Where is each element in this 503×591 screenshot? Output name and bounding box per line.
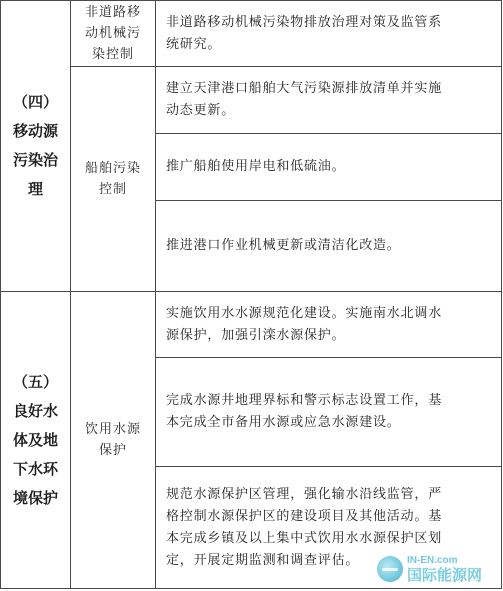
subcategory-cell-nonroad (71, 1, 155, 66)
category-text: 境保护 (12, 488, 58, 507)
category-text: （五） (12, 372, 58, 391)
subcategory-text: 饮用水源 (84, 422, 141, 437)
category-cell-water-protection (1, 292, 70, 588)
measure-text: 推进港口作业机械更新或清洁化改造。 (166, 238, 401, 253)
category-text: 良好水 (12, 401, 58, 420)
subcategory-text: 保护 (98, 443, 127, 458)
measure-text: 本完成全市备用水源或应急水源建设。 (166, 415, 401, 430)
measure-text: 实施饮用水水源规范化建设。实施南水北调水 (166, 305, 443, 321)
measure-text: 定，开展定期监测和调查评估。 (166, 552, 360, 568)
subcategory-cell-ship (71, 67, 155, 291)
table-right-border (501, 0, 502, 589)
subcategory-text: 动机械污 (84, 26, 141, 41)
measure-text: 建立天津港口船舶大气污染源排放清单并实施 (166, 81, 443, 96)
subcategory-text: 染控制 (91, 47, 134, 62)
measure-cell (156, 1, 501, 66)
watermark-text (407, 556, 482, 583)
measure-text: 本完成乡镇及以上集中式饮用水水源保护区划 (166, 530, 443, 546)
measure-text: 完成水源井地理界标和警示标志设置工作，基 (166, 393, 443, 408)
measure-cell (156, 292, 501, 357)
measure-cell (156, 358, 501, 466)
subcategory-text: 控制 (98, 182, 127, 197)
category-text: 移动源 (12, 122, 58, 140)
globe-logo-icon (377, 556, 403, 582)
watermark-url: IN-EN.com (407, 554, 458, 566)
subcategory-cell-drinking-water (71, 292, 155, 588)
measure-text: 统研究。 (166, 36, 222, 52)
subcategory-text: 非道路移 (84, 5, 141, 20)
measure-cell (156, 201, 501, 291)
category-text: 体及地 (12, 430, 58, 449)
category-text: 污染治 (12, 151, 58, 169)
measure-cell (156, 67, 501, 133)
category-text: 理 (27, 180, 43, 198)
measure-text: 推广船舶使用岸电和低硫油。 (166, 159, 346, 174)
category-text: （四） (12, 93, 58, 111)
measure-cell (156, 134, 501, 200)
table-bottom-border (0, 588, 501, 589)
measure-text: 非道路移动机械污染物排放治理对策及监管系 (166, 14, 443, 30)
category-text: 下水环 (12, 459, 58, 478)
watermark-name: 国际能源网 (407, 565, 483, 584)
measure-text: 规范水源保护区管理，强化输水沿线监管，严 (166, 486, 443, 502)
category-cell-mobile-source (1, 1, 70, 291)
watermark (377, 551, 497, 587)
measure-text: 动态更新。 (166, 103, 236, 118)
subcategory-text: 船舶污染 (84, 161, 141, 176)
measure-text: 源保护，加强引滦水源保护。 (166, 327, 346, 343)
measure-text: 格控制水源保护区的建设项目及其他活动。基 (166, 508, 443, 524)
